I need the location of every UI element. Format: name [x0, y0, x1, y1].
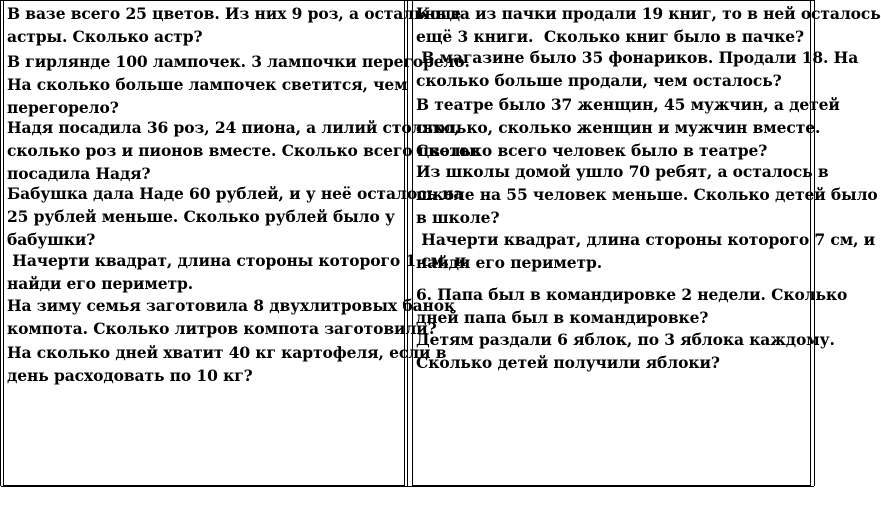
task-line: столько, сколько женщин и мужчин вместе. [416, 118, 821, 137]
task-line: На зиму семья заготовила 8 двухлитровых банок [7, 296, 456, 315]
right-column-cell [408, 1, 881, 486]
task-line: дней папа был в командировке? [416, 308, 709, 327]
task-line: Детям раздали 6 яблок, по 3 яблока каждому. [416, 330, 835, 349]
task-line: компота. Сколько литров компота заготовили? [7, 319, 437, 338]
task-line: найди его периметр. [416, 253, 603, 272]
task-line: Начерти квадрат, длина стороны которого 7 см, и [416, 230, 876, 249]
task-left-7 [7, 341, 446, 387]
task-line: день расходовать по 10 кг? [7, 366, 253, 385]
task-left-6 [7, 294, 455, 340]
task-left-4 [7, 182, 463, 251]
task-line: В гирлянде 100 лампочек. 3 лампочки перегорело. [7, 52, 470, 71]
task-line: Бабушка дала Наде 60 рублей, и у неё осталось на [7, 184, 464, 203]
task-right-6 [416, 283, 847, 329]
task-line: Надя посадила 36 роз, 24 пиона, а лилий столько, [7, 118, 460, 137]
task-right-5 [416, 228, 875, 274]
task-line: бабушки? [7, 230, 96, 249]
task-line: астры. Сколько астр? [7, 27, 203, 46]
task-left-1 [7, 2, 461, 48]
task-line: Когда из пачки продали 19 книг, то в ней осталось [416, 4, 881, 23]
task-right-2 [416, 46, 858, 92]
task-line: 6. Папа был в командировке 2 недели. Сколько [416, 285, 848, 304]
task-line: сколько роз и пионов вместе. Сколько всего цветов [7, 141, 480, 160]
task-line: ещё 3 книги. Сколько книг было в пачке? [416, 27, 805, 46]
task-left-2 [7, 50, 470, 119]
task-line: Сколько всего человек было в театре? [416, 141, 768, 160]
task-right-3 [416, 93, 840, 162]
task-line: Сколько детей получили яблоки? [416, 353, 720, 372]
task-line: В вазе всего 25 цветов. Из них 9 роз, а остальные [7, 4, 461, 23]
task-line: В магазине было 35 фонариков. Продали 18. На [416, 48, 859, 67]
task-line: найди его периметр. [7, 274, 194, 293]
task-line: 25 рублей меньше. Сколько рублей было у [7, 207, 395, 226]
table-row [1, 1, 881, 487]
task-line: Начерти квадрат, длина стороны которого 1 см, и [7, 251, 467, 270]
task-line: Из школы домой ушло 70 ребят, а осталось в [416, 162, 829, 181]
task-line: посадила Надя? [7, 164, 151, 183]
task-line: перегорело? [7, 98, 119, 117]
task-line: в школе? [416, 208, 500, 227]
task-line: школе на 55 человек меньше. Сколько детей было [416, 185, 878, 204]
task-left-5 [7, 249, 466, 295]
task-line: В театре было 37 женщин, 45 мужчин, а детей [416, 95, 840, 114]
task-line: На сколько дней хватит 40 кг картофеля, если в [7, 343, 447, 362]
task-right-7 [416, 328, 835, 374]
task-line: сколько больше продали, чем осталось? [416, 71, 782, 90]
task-line: На сколько больше лампочек светится, чем [7, 75, 408, 94]
task-right-1 [416, 2, 881, 48]
task-right-4 [416, 160, 878, 229]
